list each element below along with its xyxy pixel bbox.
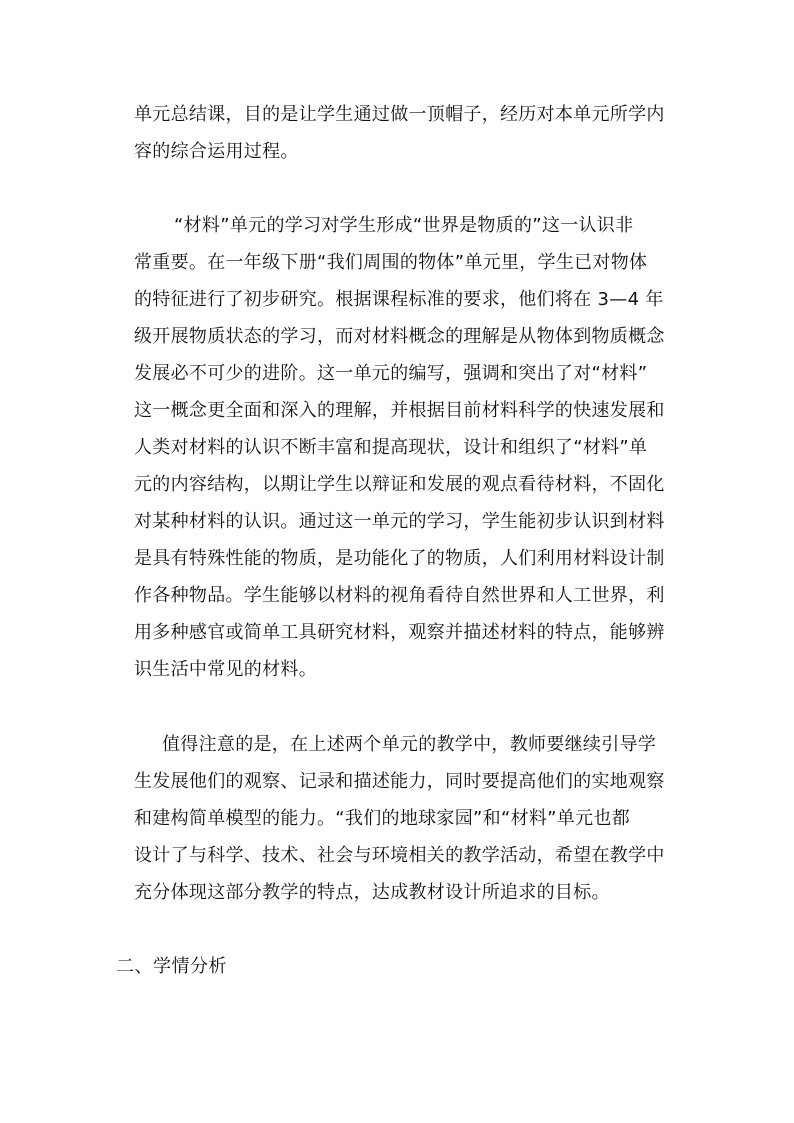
text-line: 发展必不可少的进阶。这一单元的编写，强调和突出了对“材料”	[134, 363, 648, 384]
section-heading: 二、学情分析	[116, 956, 227, 977]
text-line: 是具有特殊性能的物质，是功能化了的物质，人们利用材料设计制	[134, 548, 665, 569]
text-line: 常重要。在一年级下册“我们周围的物体”单元里，学生已对物体	[134, 252, 648, 273]
text-line: 设计了与科学、技术、社会与环境相关的教学活动，希望在教学中	[134, 845, 665, 866]
text-line: 作各种物品。学生能够以材料的视角看待自然世界和人工世界，利	[134, 585, 665, 606]
text-line: 充分体现这部分教学的特点，达成教材设计所追求的目标。	[134, 882, 610, 903]
text-line: 级开展物质状态的学习，而对材料概念的理解是从物体到物质概念	[134, 326, 665, 347]
paragraph-materials-unit	[134, 207, 694, 688]
text-line: 生发展他们的观察、记录和描述能力，同时要提高他们的实地观察	[134, 771, 665, 792]
text-line: 识生活中常见的材料。	[134, 659, 317, 680]
text-line: 容的综合运用过程。	[134, 141, 299, 162]
text-line: 元的内容结构，以期让学生以辩证和发展的观点看待材料，不固化	[134, 474, 665, 495]
text-line: 和建构简单模型的能力。“我们的地球家园”和“材料”单元也都	[134, 808, 630, 829]
text-line: 这一概念更全面和深入的理解，并根据目前材料科学的快速发展和	[134, 400, 665, 421]
paragraph-teaching-notes	[134, 726, 694, 911]
text-line: 用多种感官或简单工具研究材料，观察并描述材料的特点，能够辨	[134, 622, 665, 643]
text-line: “材料”单元的学习对学生形成“世界是物质的”这一认识非	[174, 215, 634, 236]
text-line: 人类对材料的认识不断丰富和提高现状，设计和组织了“材料”单	[134, 437, 648, 458]
text-line: 对某种材料的认识。通过这一单元的学习，学生能初步认识到材料	[134, 511, 665, 532]
text-line: 的特征进行了初步研究。根据课程标准的要求，他们将在 3—4 年	[134, 289, 664, 310]
paragraph-unit-summary	[134, 96, 694, 170]
text-line: 值得注意的是，在上述两个单元的教学中，教师要继续引导学	[162, 734, 657, 755]
text-line: 单元总结课，目的是让学生通过做一顶帽子，经历对本单元所学内	[134, 104, 665, 125]
